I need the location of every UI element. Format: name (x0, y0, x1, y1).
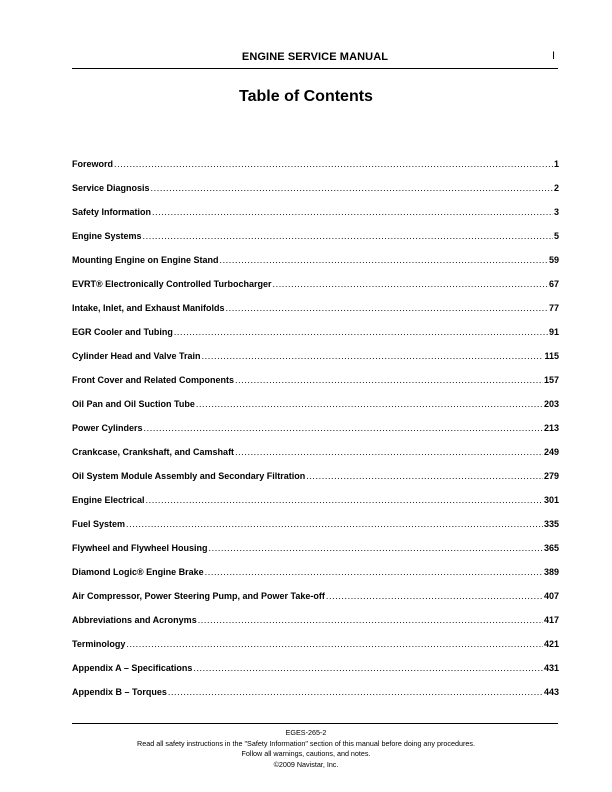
toc-entry-page[interactable]: 91 (548, 327, 559, 337)
toc-entry[interactable] (72, 351, 559, 375)
toc-entry-page[interactable]: 213 (543, 423, 559, 433)
toc-entry-page[interactable]: 3 (553, 207, 559, 217)
manual-title: ENGINE SERVICE MANUAL (241, 51, 389, 63)
toc-entry-page[interactable]: 301 (543, 495, 559, 505)
toc-dot-leader (205, 567, 543, 577)
toc-entry-title[interactable]: Crankcase, Crankshaft, and Camshaft (72, 447, 235, 457)
toc-entry-title[interactable]: Appendix A – Specifications (72, 663, 193, 673)
toc-entry-title[interactable]: EVRT® Electronically Controlled Turbocharger (72, 279, 272, 289)
toc-entry-title[interactable]: Power Cylinders (72, 423, 143, 433)
toc-entry-page[interactable]: 421 (543, 639, 559, 649)
toc-dot-leader (146, 495, 543, 505)
toc-dot-leader (198, 615, 543, 625)
toc-entry-page[interactable]: 443 (543, 687, 559, 697)
toc-entry[interactable] (72, 615, 559, 639)
toc-entry-title[interactable]: Oil Pan and Oil Suction Tube (72, 399, 195, 409)
toc-entry-title[interactable]: Safety Information (72, 207, 152, 217)
toc-entry[interactable] (72, 591, 559, 615)
toc-dot-leader (219, 255, 548, 265)
toc-dot-leader (152, 207, 553, 217)
toc-dot-leader (273, 279, 548, 289)
toc-entry[interactable] (72, 231, 559, 255)
toc-dot-leader (226, 303, 548, 313)
toc-entry-page[interactable]: 335 (543, 519, 559, 529)
toc-entry-page[interactable]: 203 (543, 399, 559, 409)
page-header (72, 50, 558, 66)
toc-entry[interactable] (72, 375, 559, 399)
toc-entry-title[interactable]: Abbreviations and Acronyms (72, 615, 197, 625)
toc-entry-page[interactable]: 67 (548, 279, 559, 289)
toc-entry-title[interactable]: Mounting Engine on Engine Stand (72, 255, 219, 265)
toc-dot-leader (174, 327, 548, 337)
toc-dot-leader (193, 663, 543, 673)
toc-entry-title[interactable]: Engine Electrical (72, 495, 145, 505)
toc-entry-page[interactable]: 1 (553, 159, 559, 169)
toc-entry-title[interactable]: EGR Cooler and Tubing (72, 327, 173, 337)
toc-entry[interactable] (72, 207, 559, 231)
toc-dot-leader (126, 519, 543, 529)
toc-entry-page[interactable]: 365 (543, 543, 559, 553)
toc-entry-title[interactable]: Fuel System (72, 519, 126, 529)
toc-entry-page[interactable]: 431 (543, 663, 559, 673)
toc-dot-leader (114, 159, 553, 169)
toc-dot-leader (196, 399, 543, 409)
toc-entry[interactable] (72, 183, 559, 207)
toc-dot-leader (151, 183, 553, 193)
toc-entry[interactable] (72, 447, 559, 471)
toc-entry[interactable] (72, 471, 559, 495)
toc-entry-page[interactable]: 279 (543, 471, 559, 481)
toc-entry-page[interactable]: 77 (548, 303, 559, 313)
toc-dot-leader (144, 423, 543, 433)
toc-entry-title[interactable]: Cylinder Head and Valve Train (72, 351, 201, 361)
toc-entry-page[interactable]: 417 (543, 615, 559, 625)
toc-entry-page[interactable]: 5 (553, 231, 559, 241)
toc-entry[interactable] (72, 423, 559, 447)
safety-notice: Read all safety instructions in the "Safety Information" section of this manual before doing any procedures. (137, 738, 475, 748)
toc-entry[interactable] (72, 639, 559, 663)
toc-entry-title[interactable]: Foreword (72, 159, 114, 169)
toc-entry[interactable] (72, 399, 559, 423)
table-of-contents (72, 159, 559, 711)
toc-dot-leader (143, 231, 553, 241)
toc-entry[interactable] (72, 303, 559, 327)
toc-entry-title[interactable]: Air Compressor, Power Steering Pump, and Power Take-off (72, 591, 325, 601)
document-code: EGES-265-2 (285, 728, 327, 737)
toc-entry-page[interactable]: 389 (543, 567, 559, 577)
toc-entry-page[interactable]: 157 (543, 375, 559, 385)
toc-entry-title[interactable]: Diamond Logic® Engine Brake (72, 567, 204, 577)
toc-entry-title[interactable]: Intake, Inlet, and Exhaust Manifolds (72, 303, 225, 313)
toc-dot-leader (209, 543, 543, 553)
toc-entry-page[interactable]: 59 (548, 255, 559, 265)
toc-entry[interactable] (72, 543, 559, 567)
toc-entry[interactable] (72, 495, 559, 519)
toc-entry-page[interactable]: 115 (544, 351, 559, 361)
toc-entry-title[interactable]: Flywheel and Flywheel Housing (72, 543, 208, 553)
toc-entry-title[interactable]: Front Cover and Related Components (72, 375, 235, 385)
toc-entry-page[interactable]: 249 (543, 447, 559, 457)
page-footer (0, 728, 612, 770)
toc-dot-leader (306, 471, 543, 481)
toc-entry[interactable] (72, 687, 559, 711)
page-number: I (551, 50, 555, 62)
toc-entry-title[interactable]: Terminology (72, 639, 126, 649)
footer-divider (72, 723, 558, 724)
warnings-notice: Follow all warnings, cautions, and notes. (241, 749, 371, 758)
toc-dot-leader (326, 591, 543, 601)
toc-entry[interactable] (72, 159, 559, 183)
toc-dot-leader (168, 687, 543, 697)
toc-dot-leader (235, 447, 543, 457)
toc-entry-page[interactable]: 407 (543, 591, 559, 601)
toc-entry[interactable] (72, 255, 559, 279)
toc-entry-title[interactable]: Oil System Module Assembly and Secondary Filtration (72, 471, 306, 481)
toc-entry-title[interactable]: Engine Systems (72, 231, 142, 241)
toc-entry[interactable] (72, 279, 559, 303)
toc-entry-title[interactable]: Service Diagnosis (72, 183, 150, 193)
header-divider (72, 68, 558, 69)
toc-entry-page[interactable]: 2 (553, 183, 559, 193)
toc-entry[interactable] (72, 567, 559, 591)
toc-entry[interactable] (72, 663, 559, 687)
toc-dot-leader (202, 351, 544, 361)
toc-dot-leader (235, 375, 543, 385)
page-title: Table of Contents (239, 88, 373, 105)
toc-entry[interactable] (72, 519, 559, 543)
toc-entry-title[interactable]: Appendix B – Torques (72, 687, 167, 697)
toc-dot-leader (126, 639, 543, 649)
toc-entry[interactable] (72, 327, 559, 351)
copyright: ©2009 Navistar, Inc. (273, 759, 339, 769)
